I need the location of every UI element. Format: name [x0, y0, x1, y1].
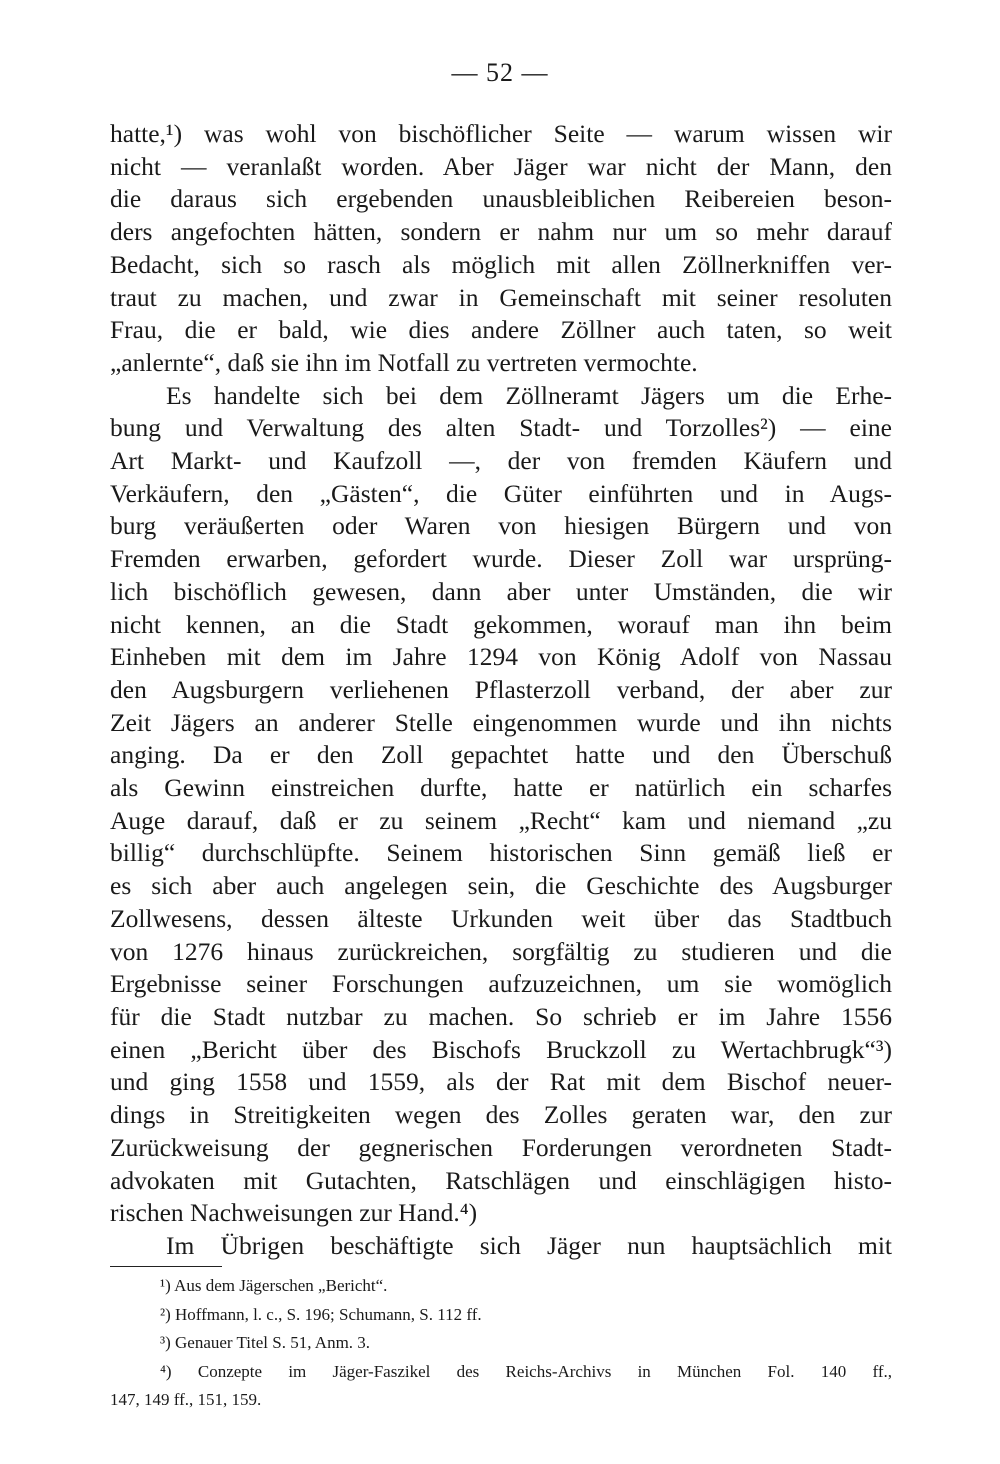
text-line: Einheben mit dem im Jahre 1294 von König Adolf von Nassau: [110, 642, 892, 672]
footnote-divider: [110, 1266, 222, 1267]
text-line: Es handelte sich bei dem Zöllneramt Jägers um die Erhe-: [166, 380, 892, 410]
text-line: nicht — veranlaßt worden. Aber Jäger war nicht der Mann, den: [110, 151, 892, 181]
footnote: ²) Hoffmann, l. c., S. 196; Schumann, S. 112 ff.: [160, 1304, 482, 1324]
text-line: Im Übrigen beschäftigte sich Jäger nun hauptsächlich mit: [166, 1230, 892, 1260]
text-line: von 1276 hinaus zurückreichen, sorgfältig zu studieren und die: [110, 936, 892, 966]
text-line: billig“ durchschlüpfte. Seinem historischen Sinn gemäß ließ er: [110, 838, 892, 868]
text-line: bung und Verwaltung des alten Stadt- und Torzolles²) — eine: [110, 413, 892, 443]
text-line: Zurückweisung der gegnerischen Forderungen verordneten Stadt-: [110, 1132, 892, 1162]
body-text: [110, 118, 892, 1263]
text-line: den Augsburgern verliehenen Pflasterzoll verband, der aber zur: [110, 674, 892, 704]
footnote: ¹) Aus dem Jägerschen „Bericht“.: [160, 1276, 388, 1295]
text-line: „anlernte“, daß sie ihn im Notfall zu vertreten vermochte.: [110, 347, 698, 377]
text-line: und ging 1558 und 1559, als der Rat mit dem Bischof neuer-: [110, 1067, 892, 1097]
text-line: dings in Streitigkeiten wegen des Zolles geraten war, den zur: [110, 1100, 892, 1130]
text-line: rischen Nachweisungen zur Hand.⁴): [110, 1198, 478, 1228]
footnote: ³) Genauer Titel S. 51, Anm. 3.: [160, 1333, 371, 1352]
text-line: Fremden erwarben, gefordert wurde. Dieser Zoll war ursprüng-: [110, 544, 892, 574]
text-line: Zollwesens, dessen älteste Urkunden weit über das Stadtbuch: [110, 903, 892, 933]
text-line: Zeit Jägers an anderer Stelle eingenommen wurde und ihn nichts: [110, 707, 892, 737]
text-line: traut zu machen, und zwar in Gemeinschaft mit seiner resoluten: [110, 282, 892, 312]
text-line: Frau, die er bald, wie dies andere Zöllner auch taten, so weit: [110, 315, 892, 345]
text-line: hatte,¹) was wohl von bischöflicher Seite — warum wissen wir: [110, 119, 892, 148]
page-number: — 52 —: [451, 58, 549, 87]
footnotes: [110, 1272, 892, 1415]
text-line: burg veräußerten oder Waren von hiesigen Bürgern und von: [110, 511, 892, 541]
text-line: anging. Da er den Zoll gepachtet hatte und den Überschuß: [110, 740, 892, 770]
text-line: Bedacht, sich so rasch als möglich mit allen Zöllnerkniffen ver-: [110, 249, 892, 279]
text-line: es sich aber auch angelegen sein, die Geschichte des Augsburger: [110, 871, 892, 901]
text-line: Auge darauf, daß er zu seinem „Recht“ kam und niemand „zu: [110, 805, 892, 835]
text-line: nicht kennen, an die Stadt gekommen, worauf man ihn beim: [110, 609, 892, 639]
text-line: Verkäufern, den „Gästen“, die Güter einführten und in Augs-: [110, 478, 892, 508]
footnote: ⁴) Conzepte im Jäger-Faszikel des Reichs-Archivs in München Fol. 140 ff.,: [160, 1361, 892, 1381]
text-line: advokaten mit Gutachten, Ratschlägen und einschlägigen histo-: [110, 1165, 892, 1195]
text-line: einen „Bericht über des Bischofs Bruckzoll zu Wertachbrugk“³): [110, 1034, 892, 1064]
text-line: lich bischöflich gewesen, dann aber unter Umständen, die wir: [110, 576, 892, 606]
text-line: Art Markt- und Kaufzoll —, der von fremden Käufern und: [110, 446, 892, 476]
text-line: die daraus sich ergebenden unausbleiblichen Reibereien beson-: [110, 184, 892, 214]
text-line: Ergebnisse seiner Forschungen aufzuzeichnen, um sie womöglich: [110, 969, 892, 999]
text-line: als Gewinn einstreichen durfte, hatte er natürlich ein scharfes: [110, 773, 892, 803]
text-line: ders angefochten hätten, sondern er nahm nur um so mehr darauf: [110, 217, 892, 247]
footnote-continuation: 147, 149 ff., 151, 159.: [110, 1390, 262, 1409]
text-line: für die Stadt nutzbar zu machen. So schrieb er im Jahre 1556: [110, 1001, 892, 1031]
